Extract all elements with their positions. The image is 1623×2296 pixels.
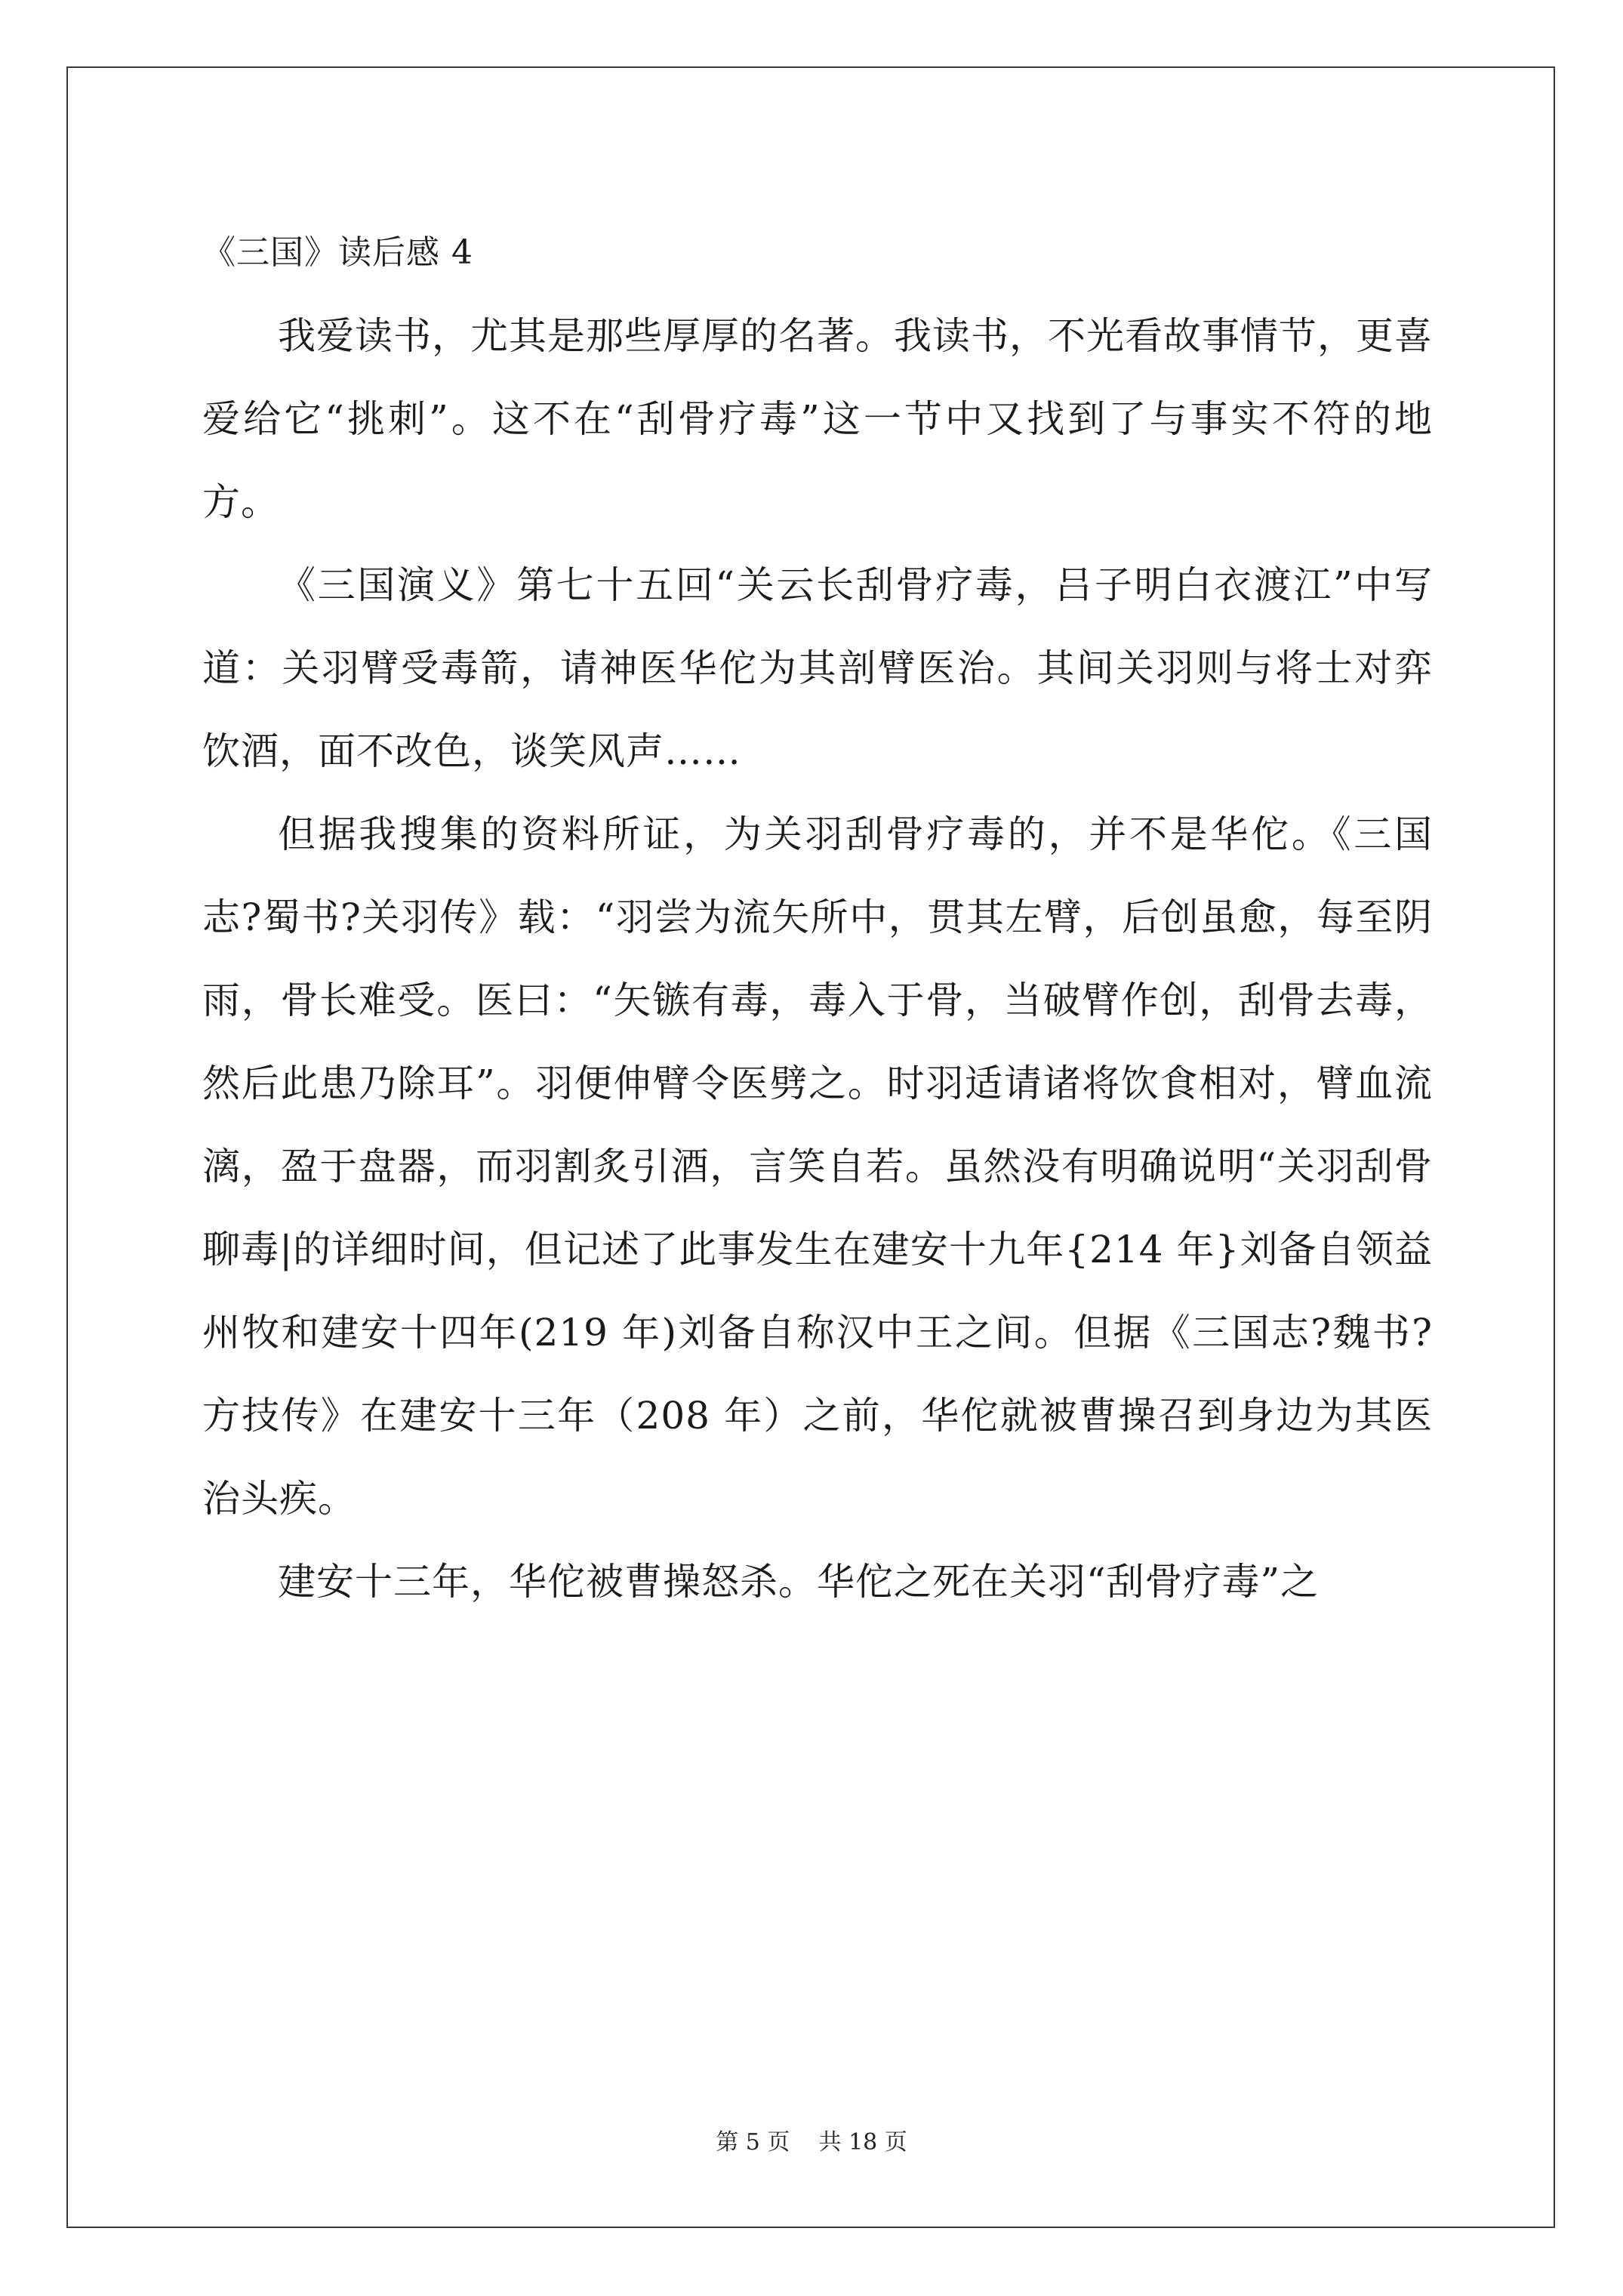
paragraph-4: 建安十三年，华佗被曹操怒杀。华佗之死在关羽“刮骨疗毒”之	[278, 1560, 1320, 1604]
paragraph-3: 但据我搜集的资料所证，为关羽刮骨疗毒的，并不是华佗。《三国志?蜀书?关羽传》载：“羽尝为流矢所中，贯其左臂，后创虽愈，每至阴雨，骨长难受。医曰：“矢镞有毒，毒入于骨，当破臂作创，刮骨去毒，然后此患乃除耳”。羽便伸臂令医劈之。时羽适请诸将饮食相对，臂血流漓，盈于盘器，而羽割炙引酒，言笑自若。虽然没有明确说明“关羽刮骨聊毒|的详细时间，但记述了此事发生在建安十九年{214 年}刘备自领益州牧和建安十四年(219 年)刘备自称汉中王之间。但据《三国志?魏书?方技传》在建安十三年（208 年）之前，华佗就被曹操召到身边为其医治头疾。	[202, 812, 1433, 1521]
paragraph-2: 《三国演义》第七十五回“关云长刮骨疗毒，吕子明白衣渡江”中写道：关羽臂受毒箭，请神医华佗为其剖臂医治。其间关羽则与将士对弈饮酒，面不改色，谈笑风声……	[202, 563, 1433, 773]
page-number: 第 5 页	[716, 2129, 790, 2156]
document-title: 《三国》读后感 4	[202, 233, 473, 272]
total-pages: 共 18 页	[818, 2129, 907, 2156]
paragraph-1: 我爱读书，尤其是那些厚厚的名著。我读书，不光看故事情节，更喜爱给它“挑刺”。这不在“刮骨疗毒”这一节中又找到了与事实不符的地方。	[202, 314, 1433, 524]
document-body	[202, 211, 1433, 1623]
page-footer	[0, 2128, 1623, 2158]
